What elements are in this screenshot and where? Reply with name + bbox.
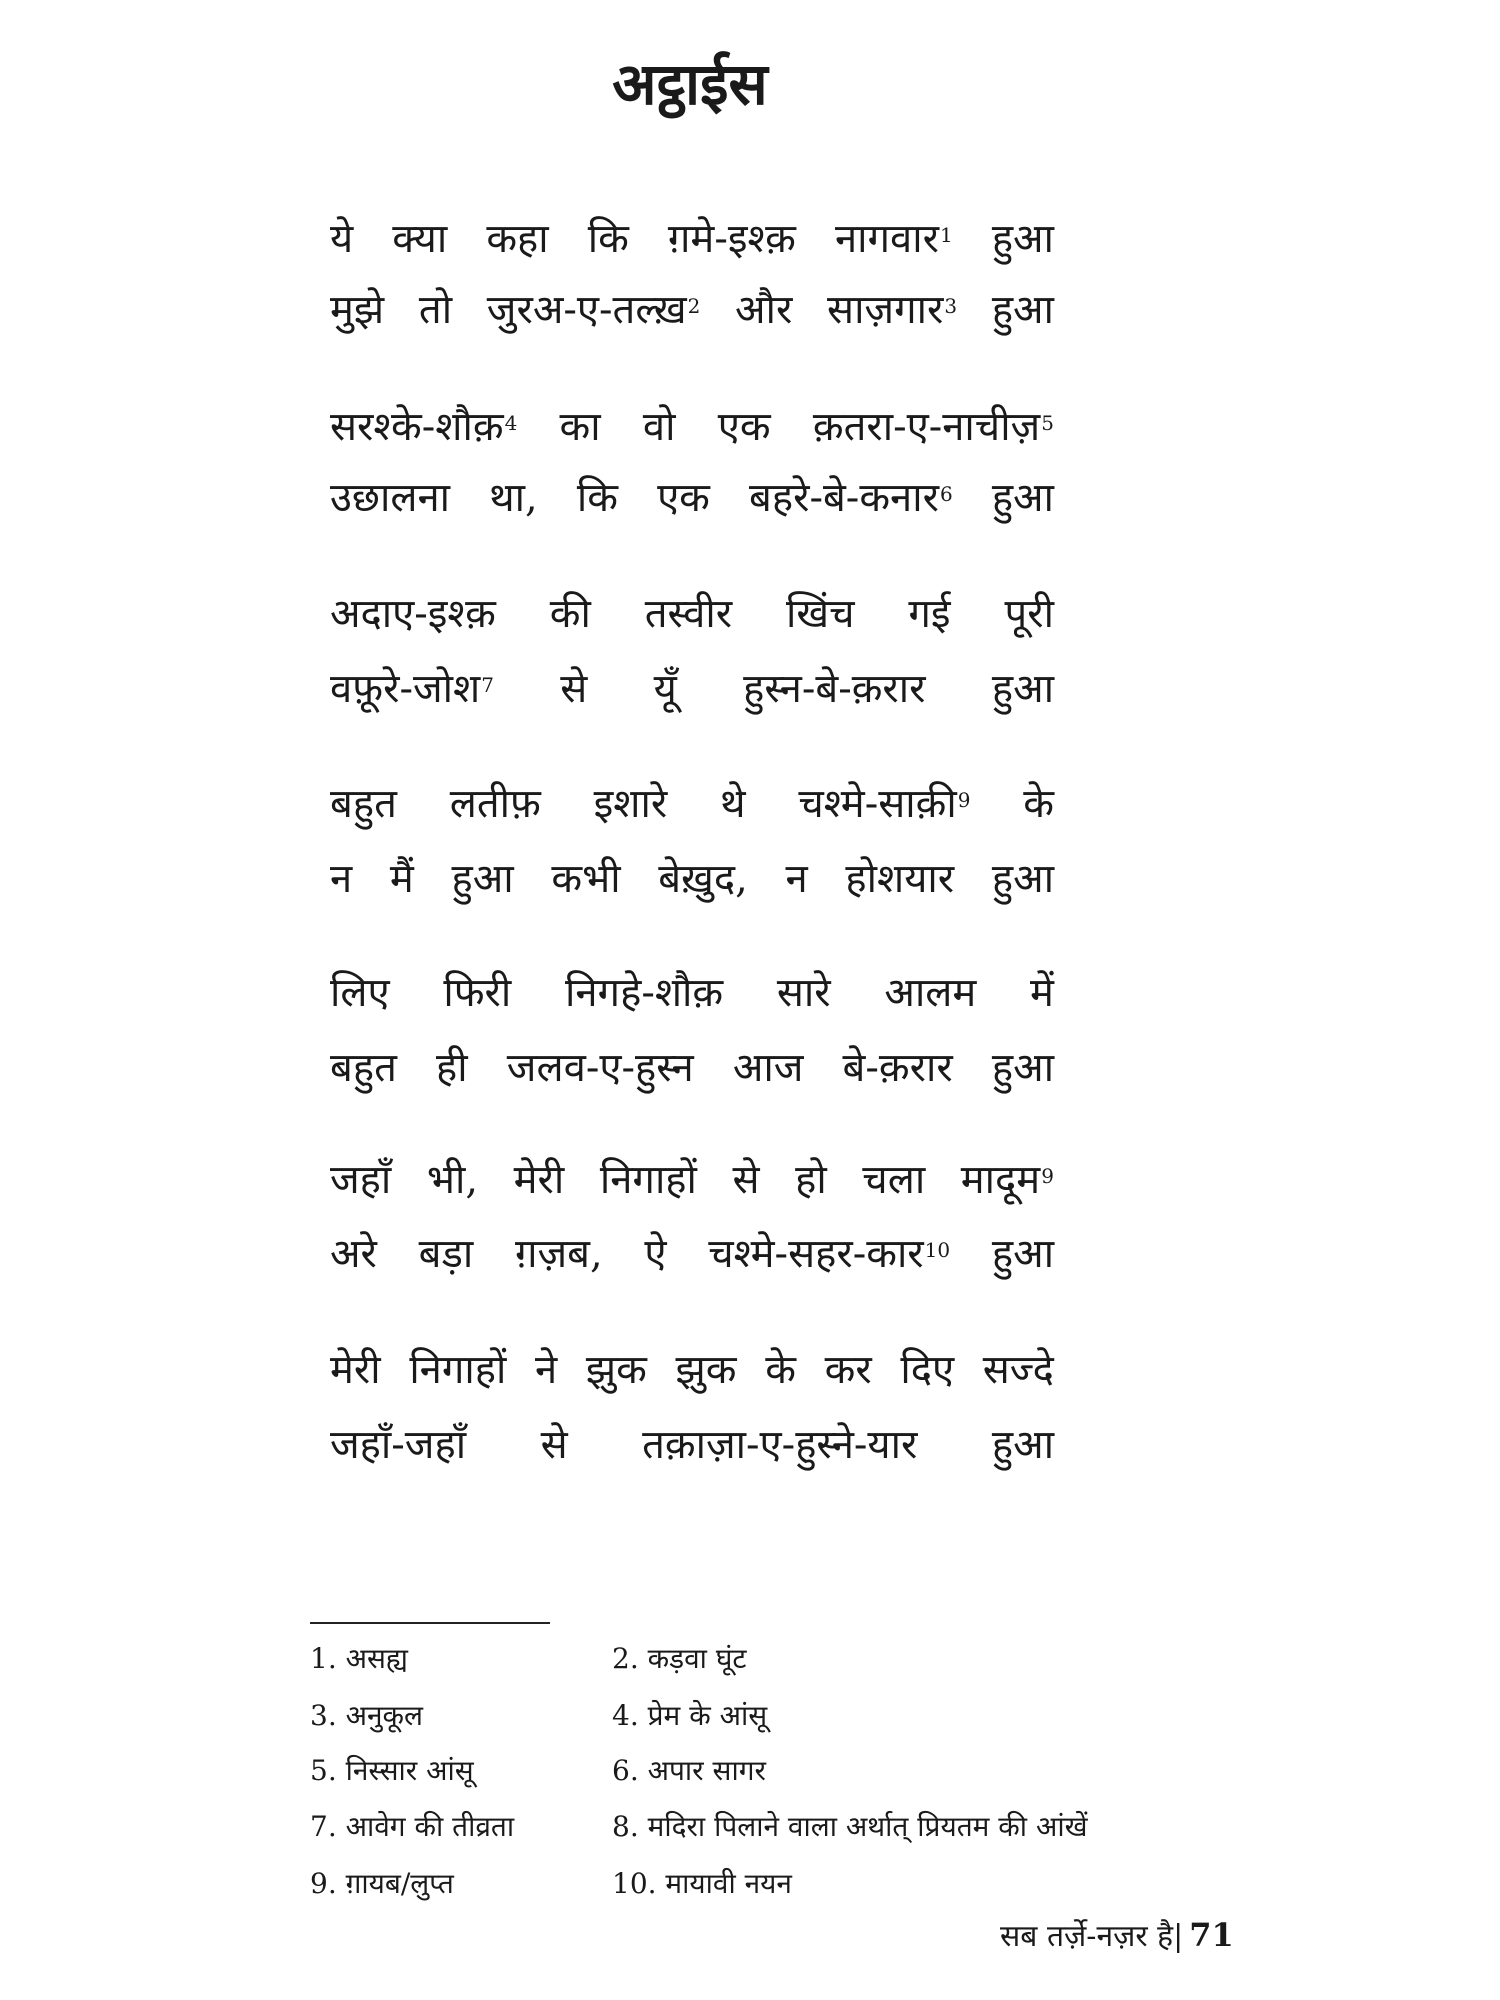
word-text: बहुत bbox=[330, 1045, 397, 1091]
verse-word bbox=[450, 776, 541, 832]
word-text: कि bbox=[576, 475, 618, 521]
word-text: लिए bbox=[330, 970, 390, 1016]
footnote-marker: 6 bbox=[939, 482, 953, 506]
word-text: बड़ा bbox=[418, 1231, 474, 1277]
verse-word bbox=[1023, 776, 1054, 832]
verse-word bbox=[642, 1417, 917, 1473]
verse-word bbox=[645, 586, 732, 642]
word-text: से bbox=[560, 666, 588, 712]
verse-word bbox=[825, 1342, 872, 1398]
footnote-marker: 2 bbox=[687, 294, 701, 318]
word-text: तो bbox=[418, 287, 453, 333]
footnote-marker: 3 bbox=[944, 294, 958, 318]
verse-word bbox=[330, 586, 496, 642]
verse-word bbox=[657, 470, 710, 526]
word-text: मेरी bbox=[330, 1347, 381, 1393]
verse-word bbox=[577, 470, 618, 526]
verse-word bbox=[541, 1417, 568, 1473]
verse-word bbox=[515, 1226, 603, 1282]
word-text: बहुत bbox=[330, 781, 397, 827]
verse-word bbox=[983, 1342, 1054, 1398]
word-text: हुआ bbox=[991, 856, 1054, 902]
word-text: कभी bbox=[551, 856, 621, 902]
verse-word bbox=[489, 470, 538, 526]
footnote-item: 9. ग़ायब/लुप्त bbox=[310, 1867, 454, 1900]
footnote-item: 5. निस्सार आंसू bbox=[310, 1754, 474, 1787]
word-text: का bbox=[559, 404, 601, 450]
verse-word bbox=[908, 586, 950, 642]
word-text: हुआ bbox=[991, 666, 1054, 712]
verse-word bbox=[992, 470, 1054, 526]
word-text: हुआ bbox=[991, 287, 1054, 333]
verse-word bbox=[733, 1040, 804, 1096]
verse-word bbox=[330, 470, 450, 526]
footnote-marker: 10 bbox=[924, 1238, 951, 1262]
word-text: की bbox=[549, 591, 591, 637]
verse-word bbox=[813, 399, 1054, 455]
footnote-marker: 4 bbox=[504, 411, 518, 435]
verse-word bbox=[330, 1152, 391, 1208]
verse-line bbox=[330, 1152, 1054, 1208]
verse-word bbox=[668, 211, 796, 267]
verse-word bbox=[845, 851, 954, 907]
verse-word bbox=[676, 1342, 737, 1398]
verse-word bbox=[330, 211, 353, 267]
verse-word bbox=[600, 1152, 697, 1208]
word-text: मादूम bbox=[960, 1157, 1041, 1203]
verse-line bbox=[330, 1040, 1054, 1096]
word-text: मुझे bbox=[330, 287, 385, 333]
word-text: झुक bbox=[585, 1347, 647, 1393]
word-text: बहरे-बे-कनार bbox=[749, 475, 939, 521]
word-text: नागवार bbox=[834, 216, 939, 262]
verse-word bbox=[992, 851, 1054, 907]
word-text: हुस्न-बे-क़रार bbox=[743, 666, 926, 712]
word-text: होशयार bbox=[845, 856, 955, 902]
verse-word bbox=[961, 1152, 1054, 1208]
word-text: बेख़ुद, bbox=[658, 856, 748, 902]
verse-word bbox=[409, 1342, 506, 1398]
word-text: तस्वीर bbox=[644, 591, 733, 637]
verse-line bbox=[330, 965, 1054, 1021]
verse-word bbox=[330, 1226, 377, 1282]
verse-word bbox=[535, 1342, 557, 1398]
word-text: हुआ bbox=[991, 216, 1054, 262]
verse-word bbox=[507, 1040, 694, 1096]
word-text: चश्मे-सहर-कार bbox=[708, 1231, 924, 1277]
word-text: जुरअ-ए-तल्ख़ bbox=[486, 287, 687, 333]
word-text: कर bbox=[824, 1347, 872, 1393]
word-text: झुक bbox=[675, 1347, 737, 1393]
word-text: मैं bbox=[389, 856, 414, 902]
verse-word bbox=[330, 282, 384, 338]
verse-word bbox=[708, 1226, 950, 1282]
verse-word bbox=[486, 211, 548, 267]
footnote-marker: 9 bbox=[1041, 1164, 1054, 1188]
verse-word bbox=[862, 1152, 925, 1208]
verse-word bbox=[992, 661, 1054, 717]
verse-word bbox=[654, 661, 677, 717]
book-title: सब तर्ज़े-नज़र है| bbox=[1000, 1919, 1184, 1954]
word-text: कहा bbox=[486, 216, 549, 262]
word-text: न bbox=[330, 856, 353, 902]
verse-line bbox=[330, 1417, 1054, 1473]
word-text: थे bbox=[720, 781, 746, 827]
verse-word bbox=[419, 1226, 474, 1282]
word-text: तक़ाज़ा-ए-हुस्ने-यार bbox=[642, 1422, 918, 1468]
verse-line bbox=[330, 776, 1054, 832]
verse-word bbox=[720, 776, 746, 832]
verse-word bbox=[749, 470, 953, 526]
verse-word bbox=[992, 1226, 1054, 1282]
verse-word bbox=[330, 1342, 381, 1398]
word-text: जलव-ए-हुस्न bbox=[506, 1045, 694, 1091]
verse-line bbox=[330, 470, 1054, 526]
verse-line bbox=[330, 282, 1054, 338]
verse-word bbox=[798, 776, 970, 832]
verse-word bbox=[658, 851, 748, 907]
footnote-marker: 5 bbox=[1041, 411, 1054, 435]
word-text: वफ़ूरे-जोश bbox=[330, 666, 481, 712]
verse-line bbox=[330, 661, 1054, 717]
verse-word bbox=[743, 661, 925, 717]
verse-word bbox=[330, 1417, 466, 1473]
footnote-item: 3. अनुकूल bbox=[310, 1699, 424, 1732]
verse-word bbox=[785, 851, 807, 907]
verse-word bbox=[436, 1040, 468, 1096]
word-text: आलम bbox=[884, 970, 977, 1016]
verse-word bbox=[992, 282, 1054, 338]
verse-line bbox=[330, 1226, 1054, 1282]
footnote-item: 1. असह्य bbox=[310, 1642, 408, 1675]
verse-line bbox=[330, 399, 1054, 455]
verse-word bbox=[487, 282, 701, 338]
verse-word bbox=[390, 851, 414, 907]
word-text: अदाए-इश्क़ bbox=[330, 591, 496, 637]
word-text: लतीफ़ bbox=[449, 781, 541, 827]
verse-word bbox=[560, 399, 601, 455]
footnote-item: 2. कड़वा घूंट bbox=[612, 1642, 747, 1675]
footnote-item: 8. मदिरा पिलाने वाला अर्थात् प्रियतम की आंखें bbox=[612, 1810, 1088, 1843]
word-text: हो bbox=[795, 1157, 827, 1203]
verse-word bbox=[452, 851, 514, 907]
verse-word bbox=[330, 1040, 397, 1096]
word-text: पूरी bbox=[1004, 591, 1054, 637]
word-text: फिरी bbox=[443, 970, 512, 1016]
footnote-divider bbox=[310, 1622, 550, 1624]
verse-word bbox=[735, 282, 792, 338]
word-text: वो bbox=[642, 404, 676, 450]
word-text: ने bbox=[535, 1347, 558, 1393]
word-text: आज bbox=[732, 1045, 804, 1091]
word-text: निगहे-शौक़ bbox=[565, 970, 724, 1016]
word-text: से bbox=[732, 1157, 760, 1203]
verse-word bbox=[550, 586, 591, 642]
word-text: चश्मे-साक़ी bbox=[798, 781, 957, 827]
word-text: ग़ज़ब, bbox=[514, 1231, 603, 1277]
verse-line bbox=[330, 851, 1054, 907]
word-text: और bbox=[735, 287, 793, 333]
verse-word bbox=[992, 1040, 1054, 1096]
word-text: इशारे bbox=[593, 781, 668, 827]
word-text: से bbox=[540, 1422, 568, 1468]
verse-word bbox=[330, 661, 494, 717]
word-text: अरे bbox=[330, 1231, 377, 1277]
verse-word bbox=[330, 776, 397, 832]
verse-word bbox=[514, 1152, 565, 1208]
poem-title: अट्ठाईस bbox=[612, 50, 768, 118]
word-text: चला bbox=[862, 1157, 926, 1203]
verse-word bbox=[777, 965, 831, 1021]
word-text: खिंच bbox=[785, 591, 855, 637]
footnote-item: 7. आवेग की तीव्रता bbox=[310, 1810, 515, 1843]
verse-word bbox=[843, 1040, 953, 1096]
word-text: मेरी bbox=[513, 1157, 565, 1203]
word-text: सज्दे bbox=[982, 1347, 1054, 1393]
word-text: हुआ bbox=[991, 1422, 1054, 1468]
verse-word bbox=[419, 282, 452, 338]
word-text: गई bbox=[908, 591, 951, 637]
footnote-marker: 1 bbox=[940, 223, 953, 247]
word-text: जहाँ bbox=[330, 1157, 392, 1203]
verse-word bbox=[765, 1342, 796, 1398]
verse-word bbox=[443, 965, 511, 1021]
footnote-item: 6. अपार सागर bbox=[612, 1754, 766, 1787]
verse-line bbox=[330, 211, 1054, 267]
verse-word bbox=[565, 965, 723, 1021]
footnote-marker: 7 bbox=[481, 673, 494, 697]
word-text: ही bbox=[436, 1045, 468, 1091]
verse-line bbox=[330, 586, 1054, 642]
word-text: बे-क़रार bbox=[842, 1045, 953, 1091]
verse-word bbox=[330, 965, 390, 1021]
word-text: साज़गार bbox=[827, 287, 944, 333]
verse-word bbox=[718, 399, 771, 455]
verse-line bbox=[330, 1342, 1054, 1398]
word-text: यूँ bbox=[653, 666, 677, 712]
word-text: एक bbox=[657, 475, 710, 521]
verse-word bbox=[795, 1152, 827, 1208]
word-text: निगाहों bbox=[409, 1347, 507, 1393]
word-text: हुआ bbox=[991, 1231, 1054, 1277]
verse-word bbox=[392, 211, 447, 267]
word-text: ऐ bbox=[644, 1231, 667, 1277]
word-text: क्या bbox=[392, 216, 448, 262]
word-text: के bbox=[765, 1347, 796, 1393]
verse-word bbox=[827, 282, 957, 338]
word-text: था, bbox=[489, 475, 538, 521]
verse-word bbox=[1030, 965, 1054, 1021]
word-text: निगाहों bbox=[599, 1157, 697, 1203]
verse-word bbox=[427, 1152, 478, 1208]
word-text: भी, bbox=[426, 1157, 479, 1203]
word-text: के bbox=[1023, 781, 1054, 827]
footnote-item: 4. प्रेम के आंसू bbox=[612, 1699, 768, 1732]
verse-word bbox=[594, 776, 668, 832]
word-text: में bbox=[1030, 970, 1054, 1016]
word-text: ग़मे-इश्क़ bbox=[667, 216, 796, 262]
word-text: कि bbox=[587, 216, 629, 262]
page-footer bbox=[1000, 1914, 1234, 1955]
word-text: सरश्के-शौक़ bbox=[330, 404, 504, 450]
word-text: उछालना bbox=[330, 475, 450, 521]
word-text: जहाँ-जहाँ bbox=[330, 1422, 467, 1468]
verse-word bbox=[732, 1152, 759, 1208]
word-text: ये bbox=[330, 216, 354, 262]
word-text: सारे bbox=[776, 970, 831, 1016]
word-text: दिए bbox=[900, 1347, 955, 1393]
page-number: 71 bbox=[1189, 1916, 1234, 1954]
verse-word bbox=[835, 211, 953, 267]
verse-word bbox=[884, 965, 976, 1021]
verse-word bbox=[644, 1226, 666, 1282]
verse-word bbox=[992, 211, 1054, 267]
word-text: हुआ bbox=[991, 475, 1054, 521]
verse-word bbox=[330, 851, 352, 907]
footnote-marker: 9 bbox=[957, 788, 971, 812]
verse-word bbox=[330, 399, 517, 455]
word-text: क़तरा-ए-नाचीज़ bbox=[812, 404, 1041, 450]
verse-word bbox=[786, 586, 854, 642]
verse-word bbox=[643, 399, 676, 455]
verse-word bbox=[586, 1342, 647, 1398]
footnote-item: 10. मायावी नयन bbox=[612, 1867, 792, 1900]
word-text: एक bbox=[717, 404, 771, 450]
word-text: हुआ bbox=[991, 1045, 1054, 1091]
verse-word bbox=[588, 211, 629, 267]
word-text: न bbox=[785, 856, 808, 902]
verse-word bbox=[551, 851, 620, 907]
verse-word bbox=[1004, 586, 1053, 642]
verse-word bbox=[992, 1417, 1054, 1473]
word-text: हुआ bbox=[451, 856, 514, 902]
verse-word bbox=[900, 1342, 954, 1398]
verse-word bbox=[560, 661, 587, 717]
